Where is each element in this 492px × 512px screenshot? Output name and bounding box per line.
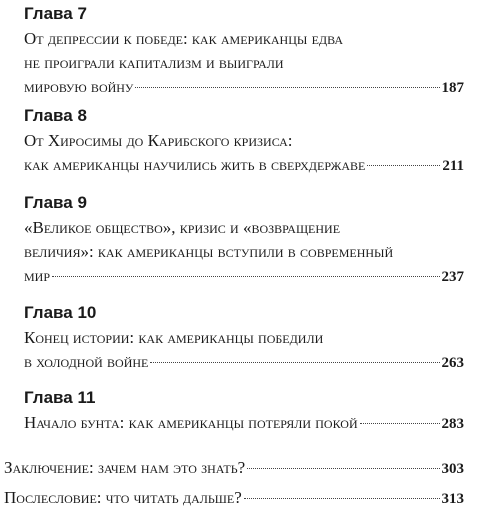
- toc-entry-link[interactable]: [24, 411, 464, 436]
- chapter-text-line: От депрессии к победе: как американцы едва: [24, 29, 344, 48]
- chapter-text-line: не проиграли капитализм и выиграли: [24, 53, 284, 72]
- page-number: 263: [441, 355, 464, 371]
- back-matter-title: Послесловие: что читать дальше?: [4, 488, 242, 507]
- back-matter-title: Заключение: зачем нам это знать?: [4, 458, 246, 477]
- chapter-title: Глава 7: [24, 4, 87, 23]
- toc-entry-link[interactable]: [24, 350, 464, 375]
- page-number: 211: [442, 158, 464, 174]
- chapter-title: Глава 10: [24, 303, 97, 322]
- page-number: 283: [441, 416, 464, 432]
- chapter-text-line: «Великое общество», кризис и «возвращение: [24, 218, 341, 237]
- toc-chapter-7: [24, 4, 464, 100]
- toc-chapter-9: [24, 193, 464, 289]
- toc-entry-link[interactable]: [24, 264, 464, 289]
- toc-entry-afterword[interactable]: [4, 486, 464, 511]
- dot-leader: [247, 468, 439, 469]
- toc-chapter-11: [24, 388, 464, 436]
- page-number: 313: [441, 491, 464, 507]
- toc-chapter-10: [24, 303, 464, 375]
- dot-leader: [244, 498, 440, 499]
- dot-leader: [360, 423, 440, 424]
- chapter-text-line: величия»: как американцы вступили в современный: [24, 242, 394, 261]
- page-number: 187: [441, 80, 464, 96]
- dot-leader: [135, 87, 439, 88]
- chapter-text-line: мировую войну: [24, 77, 134, 96]
- chapter-text-line: мир: [24, 266, 51, 285]
- chapter-text-line: Начало бунта: как американцы потеряли покой: [24, 413, 358, 432]
- dot-leader: [52, 276, 439, 277]
- toc-entry-link[interactable]: [24, 75, 464, 100]
- toc-entry-link[interactable]: [24, 153, 464, 178]
- toc-chapter-8: [24, 106, 464, 178]
- dot-leader: [150, 362, 439, 363]
- chapter-text-line: в холодной войне: [24, 352, 149, 371]
- page-number: 303: [441, 461, 464, 477]
- chapter-text-line: От Хиросимы до Карибского кризиса:: [24, 131, 293, 150]
- dot-leader: [367, 165, 440, 166]
- chapter-title: Глава 8: [24, 106, 87, 125]
- chapter-text-line: Конец истории: как американцы победили: [24, 328, 324, 347]
- toc-entry-conclusion[interactable]: [4, 456, 464, 481]
- page-number: 237: [441, 269, 464, 285]
- chapter-text-line: как американцы научились жить в сверхдержаве: [24, 155, 366, 174]
- chapter-title: Глава 9: [24, 193, 87, 212]
- chapter-title: Глава 11: [24, 388, 96, 407]
